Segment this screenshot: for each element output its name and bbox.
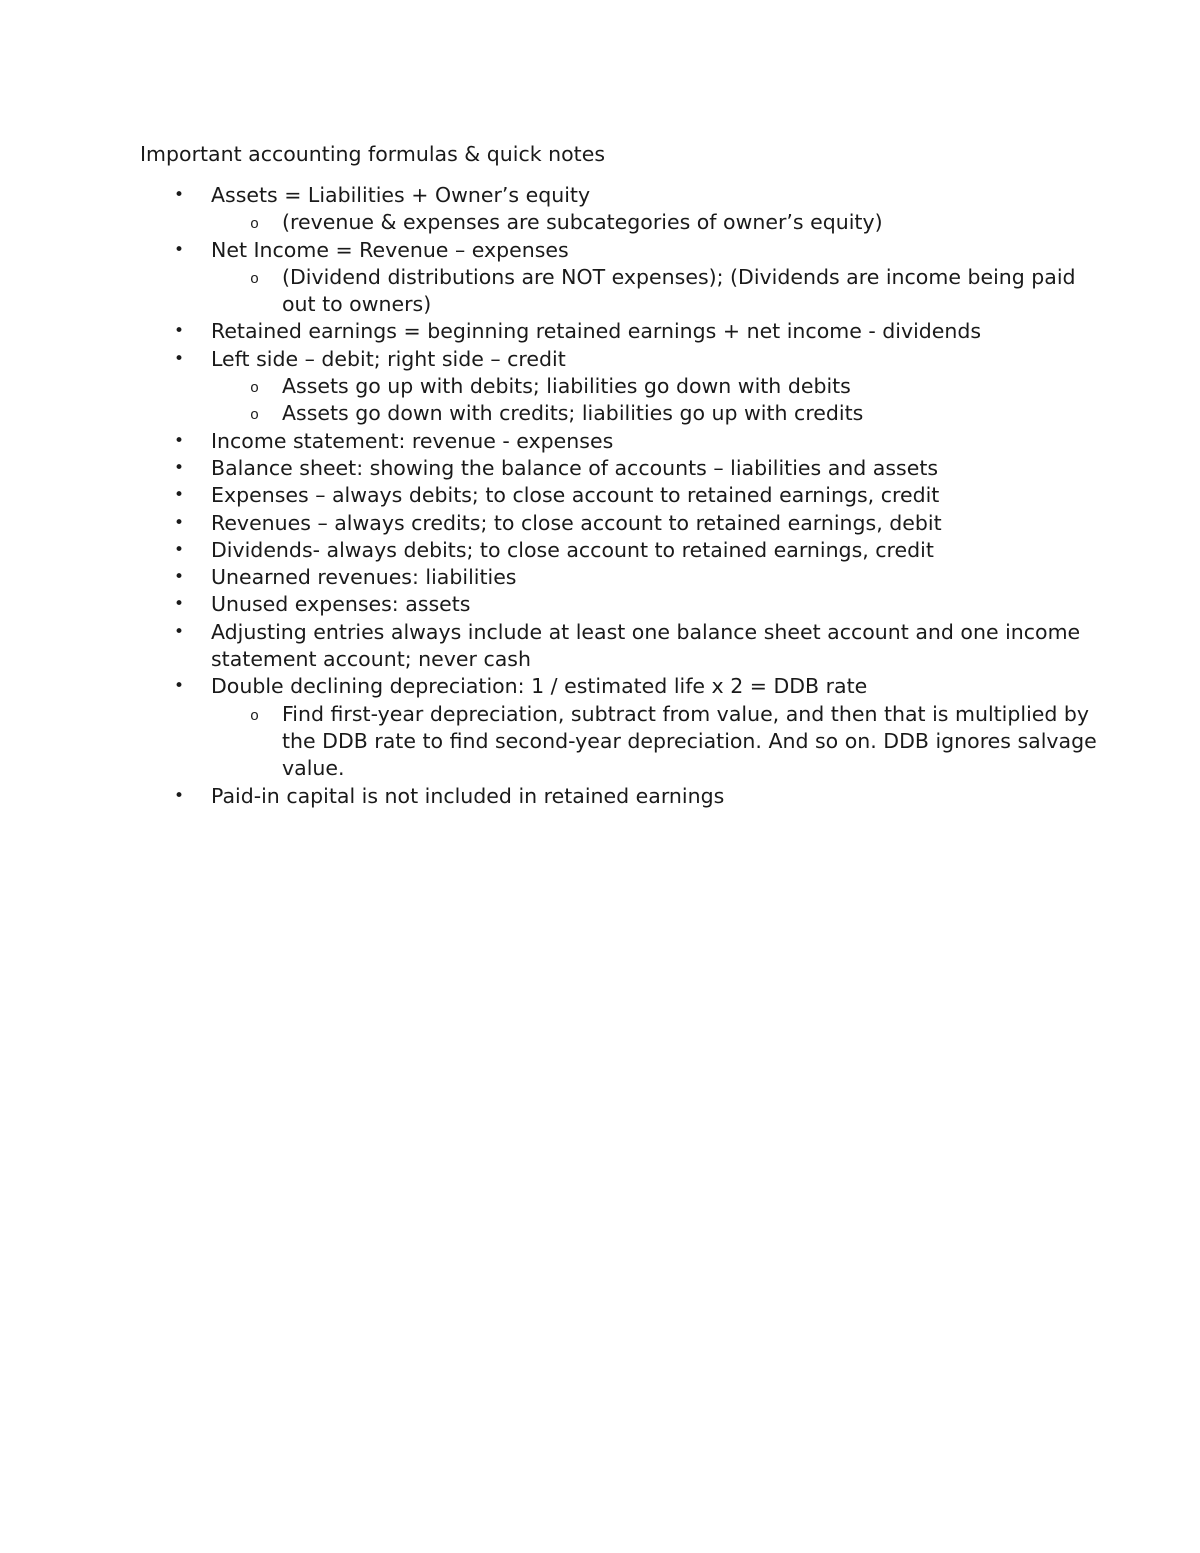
list-item: • Revenues – always credits; to close account to retained earnings, debit <box>140 510 1100 537</box>
sub-list-item: o (Dividend distributions are NOT expenses); (Dividends are income being paid out to owners) <box>211 264 1092 319</box>
list-item <box>140 673 1100 782</box>
list-item: • Unused expenses: assets <box>140 591 1100 618</box>
sub-list-item: o Assets go down with credits; liabilities go up with credits <box>211 400 1100 427</box>
list-item <box>140 237 1100 319</box>
list-item-text: Net Income = Revenue – expenses <box>211 237 569 262</box>
list-item: • Unearned revenues: liabilities <box>140 564 1100 591</box>
list-item: • Adjusting entries always include at least one balance sheet account and one income statement account; never cash <box>140 619 1100 674</box>
sub-list <box>211 209 1100 236</box>
list-item: • Income statement: revenue - expenses <box>140 428 1100 455</box>
sub-list <box>211 373 1100 428</box>
notes-list <box>140 182 1100 810</box>
list-item-text: Left side – debit; right side – credit <box>211 346 566 371</box>
sub-list <box>211 701 1100 783</box>
list-item: • Dividends- always debits; to close account to retained earnings, credit <box>140 537 1100 564</box>
document-title: Important accounting formulas & quick notes <box>140 142 606 166</box>
list-item <box>140 182 1100 237</box>
sub-list <box>211 264 1100 319</box>
list-item <box>140 346 1100 428</box>
sub-list-item: o (revenue & expenses are subcategories of owner’s equity) <box>211 209 1100 236</box>
list-item-text: Assets = Liabilities + Owner’s equity <box>211 183 591 207</box>
list-item: • Retained earnings = beginning retained earnings + net income - dividends <box>140 318 1100 345</box>
sub-list-item: o Assets go up with debits; liabilities go down with debits <box>211 373 1100 400</box>
list-item-text: Double declining depreciation: 1 / estimated life x 2 = DDB rate <box>211 674 868 699</box>
list-item: • Balance sheet: showing the balance of accounts – liabilities and assets <box>140 455 1100 482</box>
list-item: • Paid-in capital is not included in retained earnings <box>140 783 1100 810</box>
sub-list-item: o Find first-year depreciation, subtract from value, and then that is multiplied by the DDB rate to find second-year depreciation. And so on. DDB ignores salvage value. <box>211 701 1100 783</box>
list-item: • Expenses – always debits; to close account to retained earnings, credit <box>140 482 1100 509</box>
